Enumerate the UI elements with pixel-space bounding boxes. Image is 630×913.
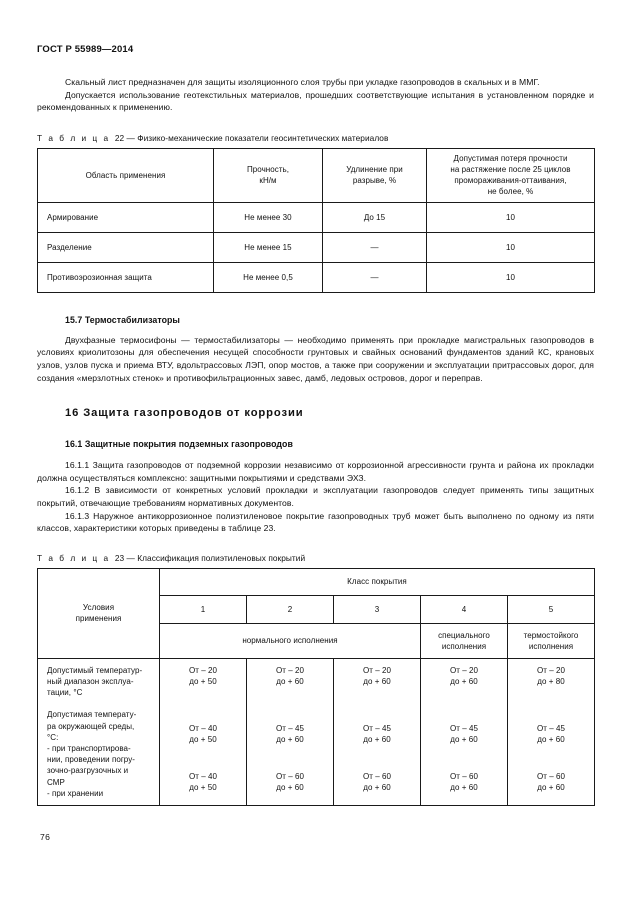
heading-16: 16 Защита газопроводов от коррозии (65, 407, 304, 420)
header-line: специального (438, 630, 490, 640)
label-line: СМР (47, 777, 65, 787)
value-line: до + 60 (450, 676, 478, 686)
heading-15-7: 15.7 Термостабилизаторы (65, 314, 180, 325)
table-23-caption (37, 553, 594, 564)
table-22-cell-strength: Не менее 0,5 (214, 262, 323, 292)
header-line: применения (75, 614, 122, 624)
value-line: От – 20 (536, 665, 566, 675)
heading-16-1: 16.1 Защитные покрытия подземных газопроводов (65, 439, 293, 450)
value-line: От – 60 (362, 771, 392, 781)
table-22-caption-dash: — (126, 132, 135, 143)
paragraph-15-7: Двухфазные термосифоны — термостабилизаторы — необходимо применять при прокладке магистральных газопроводов в условиях криолитозоны для обеспечения несущей способности грунтовых и свайных оснований фундаментов зданий КС, крановых узлов, узлов пуска и приема ВТУ, вдольтрассовых ЛЭП, опор мостов, а также при сооружении и эксплуатации притрассовых дорог, для создания «мерзлотных стенок» и противофильтрационных завес, дамб, ледовых островов, дорог и переправ. (37, 334, 594, 383)
table-23-header-class-4: 4 (421, 595, 508, 623)
table-22-header-strength-loss (427, 148, 595, 202)
table-23-cell-class-4 (421, 658, 508, 805)
table-22-body (38, 202, 595, 292)
table-23-header-class-5: 5 (508, 595, 595, 623)
table-22-cell-loss: 10 (427, 232, 595, 262)
label-line: - при транспортирова- (47, 743, 131, 753)
value-line: до + 80 (537, 676, 565, 686)
intro-paragraph-1: Скальный лист предназначен для защиты изоляционного слоя трубы при укладке газопроводов в скальных и в ММГ. (65, 77, 540, 87)
label-line: ный диапазон эксплуа- (47, 676, 134, 686)
table-22-cell-loss: 10 (427, 202, 595, 232)
table-22-header-strength (214, 148, 323, 202)
value-line: до + 60 (363, 676, 391, 686)
header-line: Допустимая потеря прочности (453, 153, 568, 163)
header-line: Условия (82, 602, 115, 612)
value-line: до + 60 (276, 735, 304, 745)
header-line: кН/м (259, 176, 277, 186)
paragraph-16-1-3: 16.1.3 Наружное антикоррозионное полиэтиленовое покрытие газопроводных труб может быть выполнено по одному из пяти классов, характеристики которых приведены в таблице 23. (37, 510, 594, 534)
table-23-header-execution-heat (508, 623, 595, 658)
table-22-cell-loss: 10 (427, 262, 595, 292)
header-line: исполнения (528, 641, 574, 651)
value-line: От – 45 (536, 724, 566, 734)
label-line: Допустимая температу- (47, 710, 137, 720)
paragraph-16-1-1: 16.1.1 Защита газопроводов от подземной коррозии независимо от коррозионной агрессивности грунта и района их прокладки должна осуществляться комплексно: защитными покрытиями и средствами ЭХЗ. (37, 460, 594, 483)
header-line: Область применения (85, 170, 166, 180)
table-23-cell-class-3 (334, 658, 421, 805)
table-22-header-application (38, 148, 214, 202)
table-23-header-execution-normal: нормального исполнения (160, 623, 421, 658)
table-row (38, 568, 595, 595)
intro-paragraph-2: Допускается использование геотекстильных материалов, прошедших соответствующие испытания в установленном порядке и рекомендованных к применению. (37, 89, 594, 113)
table-22-cell-application: Разделение (38, 232, 214, 262)
table-23-header-class-1: 1 (160, 595, 247, 623)
value-line: до + 60 (450, 782, 478, 792)
table-row (38, 202, 595, 232)
header-line: не более, % (487, 187, 534, 197)
label-line: ра окружающей среды, (47, 721, 135, 731)
value-line: до + 50 (189, 782, 217, 792)
value-line: до + 60 (537, 782, 565, 792)
table-23-header-coating-class: Класс покрытия (160, 568, 595, 595)
value-line: до + 50 (189, 676, 217, 686)
value-line: От – 60 (449, 771, 479, 781)
value-line: до + 50 (189, 735, 217, 745)
page-content (37, 44, 594, 806)
value-line: От – 60 (536, 771, 566, 781)
table-22-head (38, 148, 595, 202)
table-23-header-execution-special (421, 623, 508, 658)
table-23-caption-label: Т а б л и ц а (37, 552, 111, 563)
table-row (38, 148, 595, 202)
header-line: исполнения (441, 641, 487, 651)
table-23-header-class-2: 2 (247, 595, 334, 623)
value-line: От – 20 (362, 665, 392, 675)
table-row (38, 232, 595, 262)
value-line: От – 20 (275, 665, 305, 675)
table-23-caption-title: Классификация полиэтиленовых покрытий (137, 552, 306, 563)
table-23-cell-class-5 (508, 658, 595, 805)
value-line: От – 45 (362, 724, 392, 734)
label-line: Допустимый температур- (47, 665, 143, 675)
value-line: От – 20 (188, 665, 218, 675)
table-22-cell-strength: Не менее 30 (214, 202, 323, 232)
table-23-caption-dash: — (126, 552, 135, 563)
table-23 (37, 568, 595, 806)
header-line: разрыве, % (352, 176, 397, 186)
header-line: термостойкого (523, 630, 579, 640)
label-spacer (47, 698, 152, 709)
value-line: От – 60 (275, 771, 305, 781)
value-line: От – 45 (275, 724, 305, 734)
label-line: - при хранении (47, 788, 104, 798)
label-line: °С: (47, 732, 59, 742)
value-line: От – 40 (188, 771, 218, 781)
label-line: нии, проведении погру- (47, 755, 135, 765)
table-22-caption (37, 133, 594, 144)
table-23-head (38, 568, 595, 658)
header-line: Удлинение при (346, 165, 403, 175)
value-line: до + 60 (276, 676, 304, 686)
value-line: до + 60 (363, 782, 391, 792)
table-23-header-class-3: 3 (334, 595, 421, 623)
table-row (38, 658, 595, 805)
header-line: на растяжение после 25 циклов (450, 165, 571, 175)
table-22-caption-number: 22 (114, 132, 125, 143)
table-22-header-elongation (323, 148, 427, 202)
table-22-caption-label: Т а б л и ц а (37, 132, 111, 143)
value-line: От – 20 (449, 665, 479, 675)
table-22-cell-application: Армирование (38, 202, 214, 232)
table-23-caption-number: 23 (114, 552, 125, 563)
table-22-cell-elongation: — (323, 232, 427, 262)
label-line: зочно-разгрузочных и (47, 766, 129, 776)
value-line: до + 60 (276, 782, 304, 792)
value-line: до + 60 (537, 735, 565, 745)
table-22 (37, 148, 595, 293)
value-line: до + 60 (450, 735, 478, 745)
table-22-cell-strength: Не менее 15 (214, 232, 323, 262)
table-22-cell-elongation: До 15 (323, 202, 427, 232)
table-23-cell-class-1 (160, 658, 247, 805)
table-23-header-conditions (38, 568, 160, 658)
table-23-body (38, 658, 595, 805)
table-23-cell-class-2 (247, 658, 334, 805)
value-line: От – 40 (188, 724, 218, 734)
header-line: промораживания-оттаивания, (454, 176, 567, 186)
header-line: Прочность, (246, 165, 290, 175)
value-line: От – 45 (449, 724, 479, 734)
table-22-cell-application: Противоэрозионная защита (38, 262, 214, 292)
running-head: ГОСТ Р 55989—2014 (37, 44, 134, 55)
paragraph-16-1-2: 16.1.2 В зависимости от конкретных условий прокладки и эксплуатации газопроводов следует применять типы защитных покрытий, отвечающие требованиям нормативных документов. (37, 485, 594, 508)
table-22-cell-elongation: — (323, 262, 427, 292)
table-23-cell-conditions (38, 658, 160, 805)
value-line: до + 60 (363, 735, 391, 745)
table-22-caption-title: Физико-механические показатели геосинтетических материалов (137, 132, 389, 143)
table-row (38, 262, 595, 292)
label-line: тации, °С (47, 688, 83, 698)
page-number: 76 (40, 832, 51, 842)
